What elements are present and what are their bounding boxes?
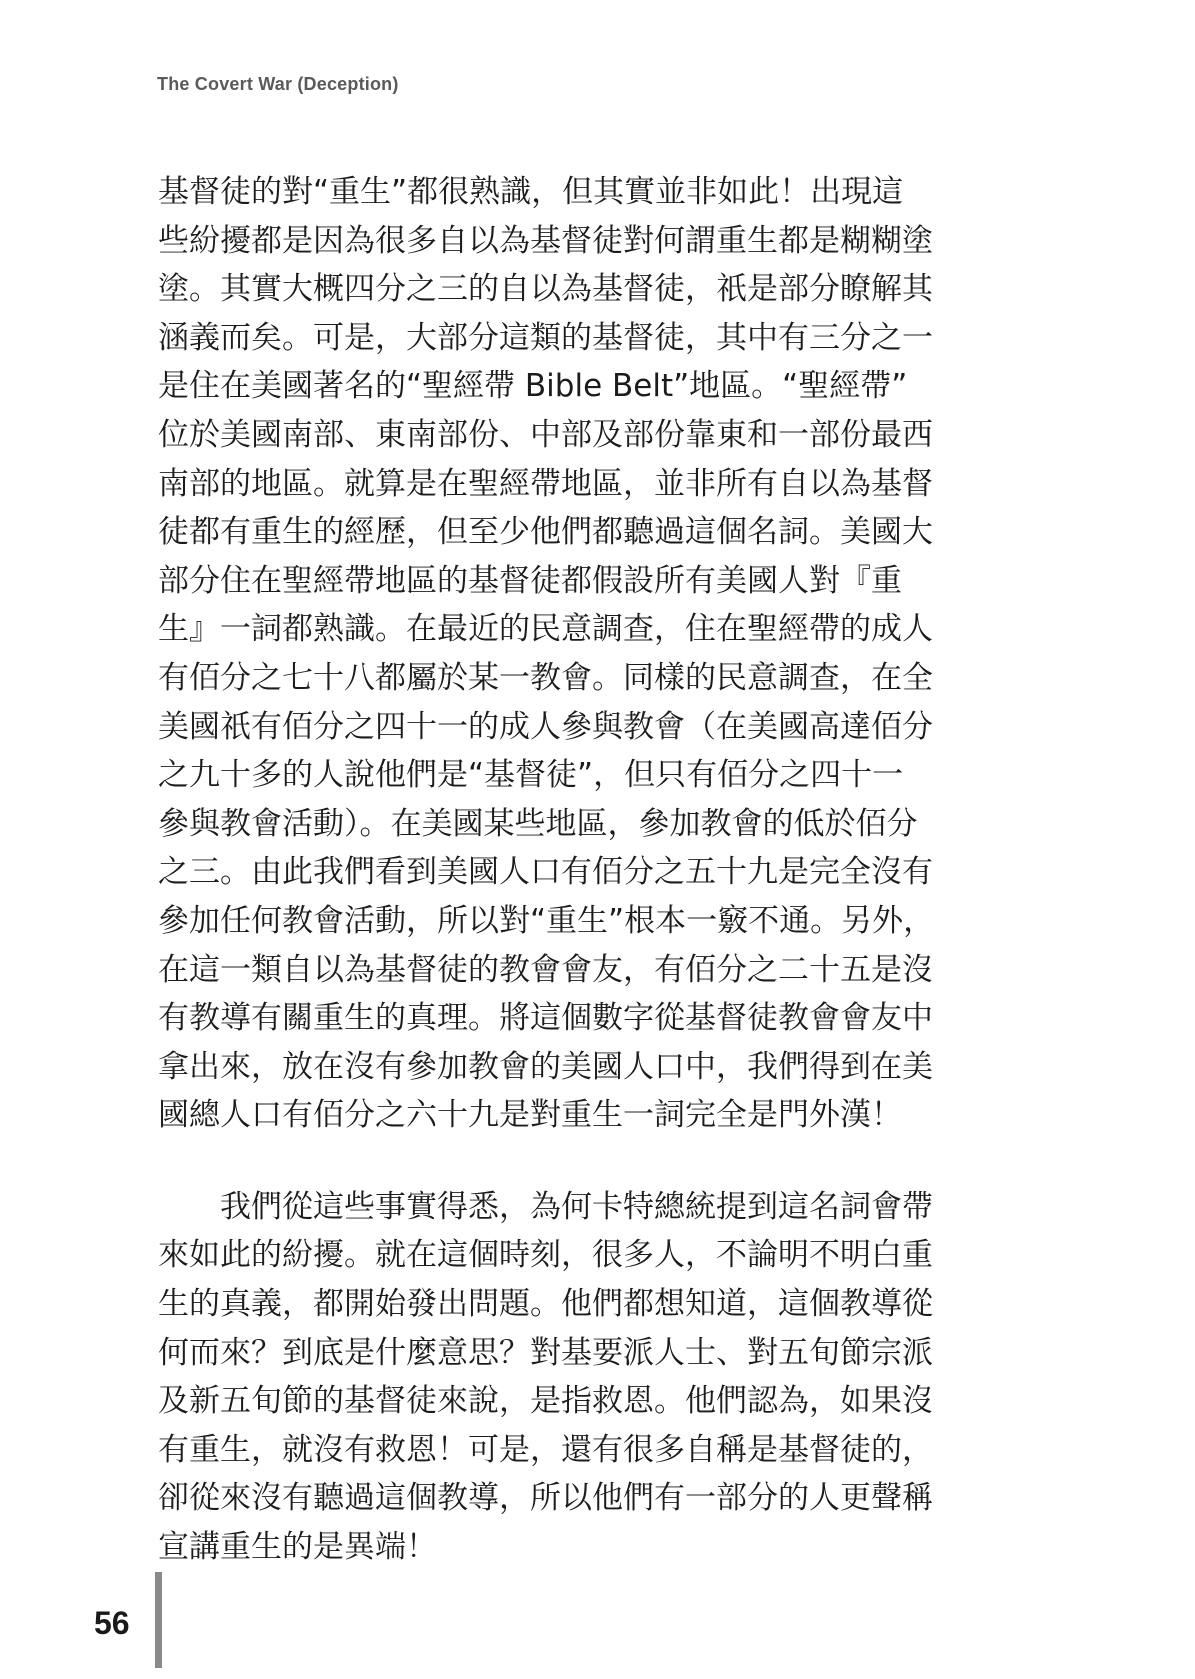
text-line: 徒都有重生的經歷，但至少他們都聽過這個名詞。美國大 [158, 514, 933, 551]
paragraph-2 [158, 1183, 1018, 1572]
text-line: 卻從來沒有聽過這個教導，所以他們有一部分的人更聲稱 [158, 1480, 933, 1517]
page-number: 56 [94, 1605, 130, 1641]
text-line: 有重生，就沒有救恩！可是，還有很多自稱是基督徒的， [158, 1431, 933, 1468]
text-line: 部分住在聖經帶地區的基督徒都假設所有美國人對『重 [158, 562, 902, 599]
text-line: 宣講重生的是異端！ [158, 1529, 437, 1566]
running-header: The Covert War (Deception) [157, 74, 399, 94]
paragraph-1 [158, 168, 1018, 1140]
text-line: 之九十多的人說他們是“基督徒”，但只有佰分之四十一 [158, 757, 904, 794]
text-line: 國總人口有佰分之六十九是對重生一詞完全是門外漢！ [158, 1097, 902, 1134]
text-line: 生』一詞都熟識。在最近的民意調查，住在聖經帶的成人 [158, 611, 933, 648]
page-number-divider [155, 1572, 162, 1668]
text-line: 有教導有關重生的真理。將這個數字從基督徒教會會友中 [158, 1000, 933, 1037]
text-line: 是住在美國著名的“聖經帶 Bible Belt”地區。“聖經帶” [158, 368, 908, 405]
text-line: 來如此的紛擾。就在這個時刻，很多人，不論明不明白重 [158, 1237, 933, 1274]
text-line: 生的真義，都開始發出問題。他們都想知道，這個教導從 [158, 1286, 933, 1323]
text-line: 些紛擾都是因為很多自以為基督徒對何謂重生都是糊糊塗 [158, 222, 933, 259]
paragraph-spacer [158, 1140, 1018, 1183]
text-line: 我們從這些事實得悉，為何卡特總統提到這名詞會帶 [220, 1188, 933, 1225]
body-text [158, 168, 1018, 1572]
text-line: 拿出來，放在沒有參加教會的美國人口中，我們得到在美 [158, 1048, 933, 1085]
text-line: 南部的地區。就算是在聖經帶地區，並非所有自以為基督 [158, 465, 933, 502]
text-line: 及新五旬節的基督徒來說，是指救恩。他們認為，如果沒 [158, 1383, 933, 1420]
text-line: 位於美國南部、東南部份、中部及部份靠東和一部份最西 [158, 416, 933, 453]
text-line: 美國祇有佰分之四十一的成人參與教會（在美國高達佰分 [158, 708, 933, 745]
text-line: 有佰分之七十八都屬於某一教會。同樣的民意調查，在全 [158, 659, 933, 696]
text-line: 參加任何教會活動，所以對“重生”根本一竅不通。另外， [158, 902, 935, 939]
text-line: 參與教會活動）。在美國某些地區，參加教會的低於佰分 [158, 805, 918, 842]
text-line: 基督徒的對“重生”都很熟識，但其實並非如此！出現這 [158, 174, 904, 210]
text-line: 在這一類自以為基督徒的教會會友，有佰分之二十五是沒 [158, 951, 933, 988]
text-line: 塗。其實大概四分之三的自以為基督徒，祇是部分瞭解其 [158, 271, 933, 308]
text-line: 涵義而矣。可是，大部分這類的基督徒，其中有三分之一 [158, 319, 933, 356]
text-line: 何而來？到底是什麼意思？對基要派人士、對五旬節宗派 [158, 1334, 933, 1371]
text-line: 之三。由此我們看到美國人口有佰分之五十九是完全沒有 [158, 854, 933, 891]
